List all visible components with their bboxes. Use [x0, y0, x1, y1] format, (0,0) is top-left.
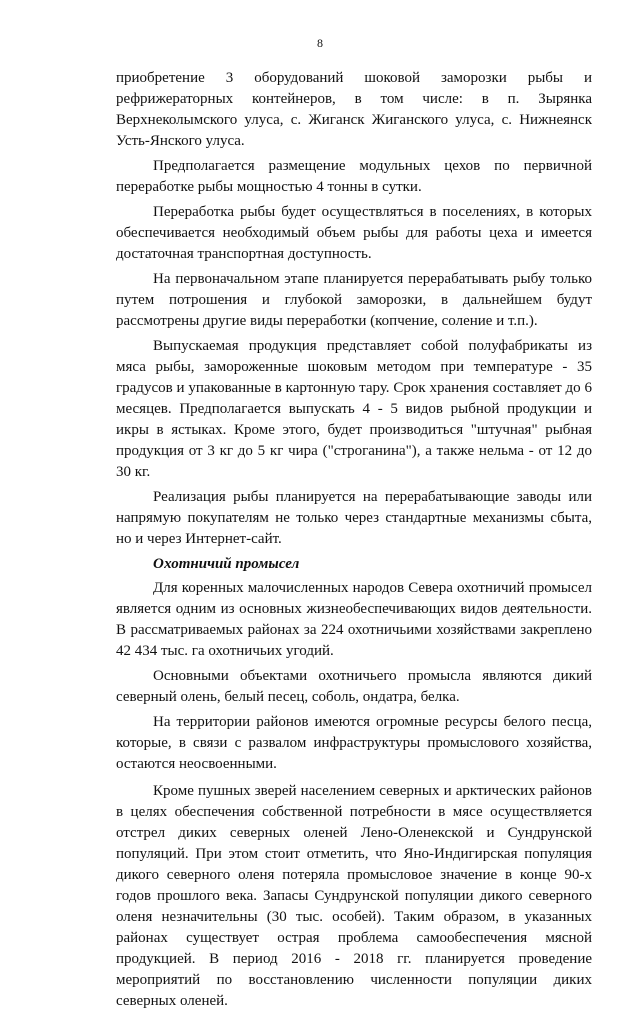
paragraph-hunting-objects: Основными объектами охотничьего промысла являются дикий северный олень, белый песец, соболь, ондатра, белка. [116, 668, 592, 705]
paragraph-hunting-importance: Для коренных малочисленных народов Севера охотничий промысел является одним из основных жизнеобеспечивающих видов деятельности. В рассматриваемых районах за 224 охотничьими хозяйствами закреплено 42 434 тыс. га охотничьих угодий. [116, 580, 592, 659]
section-heading-hunting: Охотничий промысел [153, 556, 300, 572]
paragraph-products: Выпускаемая продукция представляет собой полуфабрикаты из мяса рыбы, замороженные шоковым методом при температуре - 35 градусов и упакованные в картонную тару. Срок хранения составляет до 6 месяцев. Предполагается выпускать 4 - 5 видов рыбной продукции и икры в ястыках. Кроме этого, будет производиться "штучная" рыбная продукция от 3 кг до 5 кг чира ("строганина"), а также нельма - от 12 до 30 кг. [116, 338, 592, 480]
page-number: 8 [317, 36, 323, 50]
paragraph-arctic-fox-resources: На территории районов имеются огромные ресурсы белого песца, которые, в связи с развалом инфраструктуры промыслового хозяйства, остаются неосвоенными. [116, 714, 592, 772]
paragraph-processing-settlements: Переработка рыбы будет осуществляться в поселениях, в которых обеспечивается необходимый объем рыбы для работы цеха и имеется достаточная транспортная доступность. [116, 204, 592, 262]
paragraph-initial-stage: На первоначальном этапе планируется перерабатывать рыбу только путем потрошения и глубокой заморозки, в дальнейшем будут рассмотрены другие виды переработки (копчение, соление и т.п.). [116, 271, 592, 329]
paragraph-sales: Реализация рыбы планируется на перерабатывающие заводы или напрямую покупателям не только через стандартные механизмы сбыта, но и через Интернет-сайт. [116, 489, 592, 547]
paragraph-modular-workshops: Предполагается размещение модульных цехов по первичной переработке рыбы мощностью 4 тонны в сутки. [116, 158, 592, 195]
document-body [116, 68, 592, 1016]
paragraph-fish-equipment: приобретение 3 оборудований шоковой заморозки рыбы и рефрижераторных контейнеров, в том числе: в п. Зырянка Верхнеколымского улуса, с. Жиганск Жиганского улуса, с. Нижнеянск Усть-Янского улуса. [116, 70, 592, 149]
paragraph-reindeer-populations: Кроме пушных зверей населением северных и арктических районов в целях обеспечения собственной потребности в мясе осуществляется отстрел диких северных оленей Лено-Оленекской и Сундрунской популяций. При этом стоит отметить, что Яно-Индигирская популяция дикого северного оленя потеряла промысловое значение в конце 90-х годов прошлого века. Запасы Сундрунской популяции дикого северного оленя незначительны (30 тыс. особей). Таким образом, в указанных районах существует острая проблема самообеспечения мясной продукцией. В период 2016 - 2018 гг. планируется проведение мероприятий по восстановлению численности популяции диких северных оленей. [116, 783, 592, 1009]
